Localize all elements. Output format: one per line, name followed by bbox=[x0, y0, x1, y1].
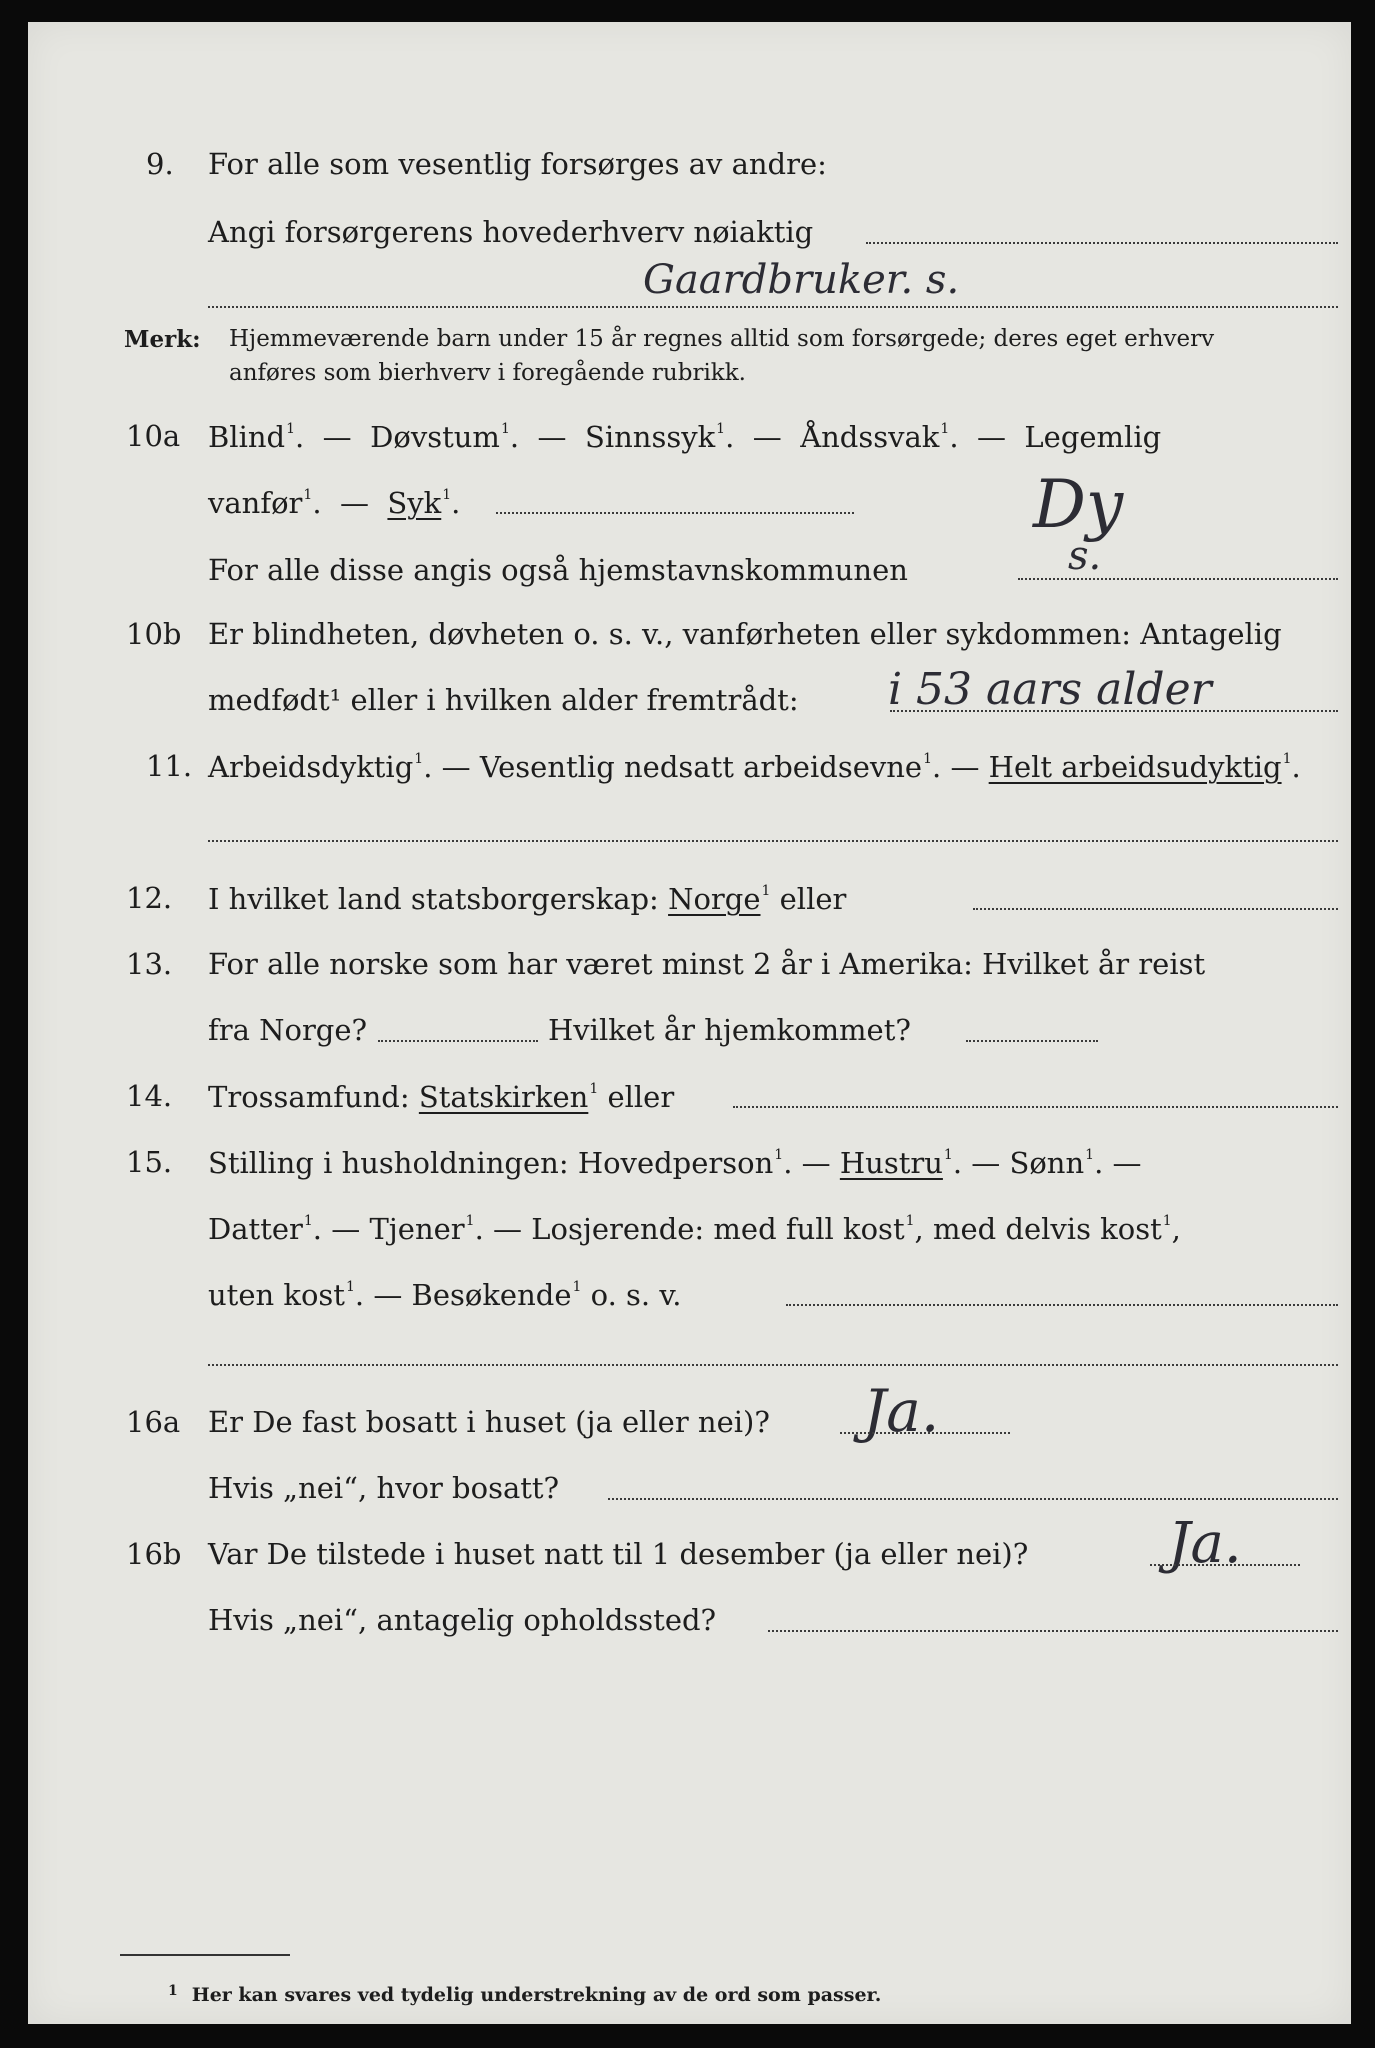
q11-fill-line bbox=[208, 840, 1338, 842]
q12-text: I hvilket land statsborgerskap: bbox=[208, 882, 659, 916]
q16a-number: 16a bbox=[126, 1405, 181, 1439]
q16a-line-2: Hvis „nei“, hvor bosatt? bbox=[208, 1471, 560, 1505]
q10a-line-2: vanfør$^1$. — Syk$^1$. bbox=[208, 486, 461, 520]
q10b-line-1: Er blindheten, døvheten o. s. v., vanførheten eller sykdommen: Antagelig bbox=[208, 617, 1282, 651]
footnote-marker: 1 bbox=[168, 1983, 178, 1999]
q15-number: 15. bbox=[126, 1145, 173, 1179]
merk-line-1: Hjemmeværende barn under 15 år regnes alltid som forsørgede; deres eget erhverv bbox=[229, 326, 1215, 352]
q16b-line-1: Var De tilstede i huset natt til 1 desember (ja eller nei)? bbox=[208, 1537, 1029, 1571]
q12-opt-eller: eller bbox=[779, 882, 847, 916]
q16b-line-2: Hvis „nei“, antagelig opholdssted? bbox=[208, 1603, 717, 1637]
q11-opt-arbeidsdyktig: Arbeidsdyktig bbox=[208, 750, 414, 784]
q10a-number: 10a bbox=[126, 419, 181, 453]
q10b-handwritten-answer: i 53 aars alder bbox=[888, 664, 1212, 715]
q12-line: I hvilket land statsborgerskap: Norge$^1$ eller bbox=[208, 882, 847, 916]
q10a-opt-vanfor: vanfør bbox=[208, 486, 303, 520]
q15-opt-datter: Datter bbox=[208, 1212, 303, 1246]
q15-fill-line-1 bbox=[786, 1304, 1338, 1306]
q13-line-2b: Hvilket år hjemkommet? bbox=[548, 1013, 911, 1047]
q15-opt-sonn: Sønn bbox=[1009, 1146, 1085, 1180]
merk-label: Merk: bbox=[124, 326, 201, 353]
q10b-fill-line bbox=[890, 710, 1338, 712]
q11-opt-vesentlig: Vesentlig nedsatt arbeidsevne bbox=[479, 750, 923, 784]
q15-line-2: Datter$^1$. — Tjener$^1$. — Losjerende: med full kost$^1$, med delvis kost$^1$, bbox=[208, 1212, 1181, 1246]
q13-line-2a: fra Norge? bbox=[208, 1013, 368, 1047]
q12-opt-norge: Norge bbox=[668, 882, 761, 916]
q10a-opt-andssvak: Åndssvak bbox=[800, 420, 940, 454]
q14-text: Trossamfund: bbox=[208, 1080, 410, 1114]
q16b-handwritten-answer: Ja. bbox=[1168, 1511, 1242, 1576]
q9-number: 9. bbox=[146, 147, 174, 181]
q13-fill-line-2 bbox=[966, 1040, 1098, 1042]
q10a-line-3: For alle disse angis også hjemstavnskommunen bbox=[208, 553, 908, 587]
q9-fill-line-1 bbox=[866, 242, 1338, 244]
q12-number: 12. bbox=[126, 881, 173, 915]
q16b-fill-line-1 bbox=[1150, 1564, 1300, 1566]
q14-line: Trossamfund: Statskirken$^1$ eller bbox=[208, 1080, 675, 1114]
q15-opt-besokende: Besøkende bbox=[411, 1278, 572, 1312]
q16b-number: 16b bbox=[126, 1537, 182, 1571]
q9-fill-line-2 bbox=[208, 306, 1338, 308]
form-sheet bbox=[28, 22, 1351, 2024]
q11-line: Arbeidsdyktig$^1$. — Vesentlig nedsatt arbeidsevne$^1$. — Helt arbeidsudyktig$^1$. bbox=[208, 750, 1301, 784]
q16a-fill-line-2 bbox=[608, 1498, 1338, 1500]
q10a-opt-syk: Syk bbox=[387, 486, 442, 520]
q10a-fill-line-1 bbox=[496, 512, 854, 514]
q14-opt-statskirken: Statskirken bbox=[418, 1080, 589, 1114]
q10a-opt-sinnssyk: Sinnssyk bbox=[584, 420, 716, 454]
q12-fill-line bbox=[973, 908, 1338, 910]
q16a-handwritten-answer: Ja. bbox=[863, 1377, 940, 1445]
q10a-opt-dovstum: Døvstum bbox=[370, 420, 500, 454]
q14-fill-line bbox=[733, 1106, 1338, 1108]
q10b-number: 10b bbox=[126, 617, 182, 651]
q16a-line-1: Er De fast bosatt i huset (ja eller nei)? bbox=[208, 1405, 770, 1439]
q10a-opt-legemlig: Legemlig bbox=[1024, 420, 1162, 454]
q16b-fill-line-2 bbox=[768, 1630, 1338, 1632]
q15-opt-hovedperson: Hovedperson bbox=[577, 1146, 774, 1180]
q15-opt-losjerende: Losjerende: bbox=[531, 1212, 705, 1246]
q14-opt-eller: eller bbox=[607, 1080, 675, 1114]
q13-fill-line-1 bbox=[378, 1040, 538, 1042]
merk-line-2: anføres som bierhverv i foregående rubrikk. bbox=[229, 360, 746, 386]
q10a-handwritten-answer: s. bbox=[1068, 533, 1102, 579]
q9-handwritten-answer: Gaardbruker. s. bbox=[643, 257, 960, 303]
q15-line-3: uten kost$^1$. — Besøkende$^1$ o. s. v. bbox=[208, 1278, 682, 1312]
q13-number: 13. bbox=[126, 947, 173, 981]
q15-opt-uten-kost: uten kost bbox=[208, 1278, 345, 1312]
q14-number: 14. bbox=[126, 1079, 173, 1113]
footnote-rule bbox=[120, 1954, 290, 1956]
q15-line-1: Stilling i husholdningen: Hovedperson$^1$. — Hustru$^1$. — Sønn$^1$. — bbox=[208, 1146, 1142, 1180]
q15-opt-hustru: Hustru bbox=[839, 1146, 943, 1180]
q10a-handwritten-mark: Dy bbox=[1033, 466, 1124, 543]
q15-opt-full-kost: med full kost bbox=[713, 1212, 905, 1246]
q15-opt-delvis-kost: med delvis kost bbox=[932, 1212, 1162, 1246]
q10b-line-2: medfødt¹ eller i hvilken alder fremtrådt: bbox=[208, 683, 799, 717]
q13-line-1: For alle norske som har været minst 2 år i Amerika: Hvilket år reist bbox=[208, 947, 1206, 981]
footnote bbox=[168, 1984, 881, 2005]
q16a-fill-line-1 bbox=[840, 1432, 1010, 1434]
q9-subtext: Angi forsørgerens hovederhverv nøiaktig bbox=[208, 215, 814, 249]
q15-text: Stilling i husholdningen: bbox=[208, 1146, 569, 1180]
q10a-opt-blind: Blind bbox=[208, 420, 286, 454]
q11-number: 11. bbox=[146, 749, 193, 783]
q15-fill-line-2 bbox=[208, 1364, 1338, 1366]
q15-opt-osv: o. s. v. bbox=[590, 1278, 682, 1312]
q10a-fill-line-2 bbox=[1018, 578, 1338, 580]
q15-opt-tjener: Tjener bbox=[369, 1212, 465, 1246]
footnote-text: Her kan svares ved tydelig understrekning av de ord som passer. bbox=[191, 1984, 882, 2006]
q9-text: For alle som vesentlig forsørges av andre: bbox=[208, 147, 827, 181]
q10a-line-1: Blind$^1$. — Døvstum$^1$. — Sinnssyk$^1$. — Åndssvak$^1$. — Legemlig bbox=[208, 420, 1162, 454]
q11-opt-helt: Helt arbeidsudyktig bbox=[988, 750, 1282, 784]
